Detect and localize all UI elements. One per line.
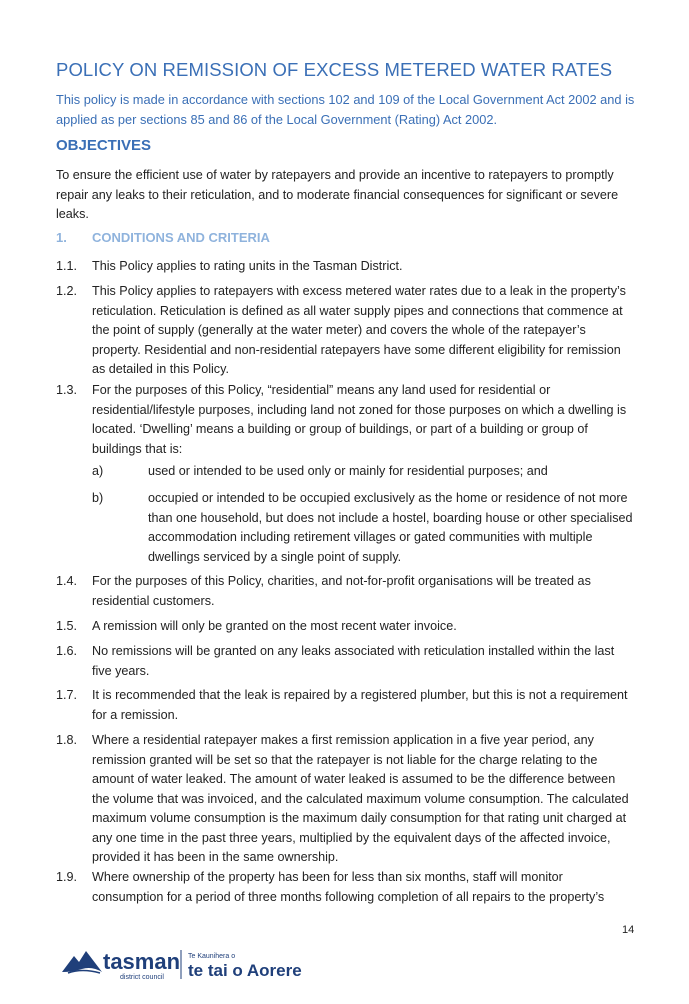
clause-text: No remissions will be granted on any leaks associated with reticulation installed within the last five years. xyxy=(92,644,615,678)
objectives-heading: OBJECTIVES xyxy=(56,137,152,154)
logo-subtitle: district council xyxy=(120,974,164,981)
clause-1-6 xyxy=(56,642,636,681)
clause-1-7 xyxy=(56,686,636,725)
clause-number: 1.4. xyxy=(56,574,78,588)
clause-1-1 xyxy=(56,257,636,277)
tasman-council-logo xyxy=(62,942,322,982)
subclause-a xyxy=(92,462,636,482)
clause-number: 1.3. xyxy=(56,383,78,397)
subclause-text: occupied or intended to be occupied exclusively as the home or residence of not more than one household, but does not include a hostel, boarding house or other specialised accommodation including retirement villages or gated communities with multiple dwellings serviced by a single point of supply. xyxy=(148,491,633,564)
page-number: 14 xyxy=(622,924,635,936)
mountain-icon xyxy=(62,951,102,972)
subclause-letter: b) xyxy=(92,491,104,505)
clause-number: 1.7. xyxy=(56,688,78,702)
clause-number: 1.8. xyxy=(56,733,78,747)
clause-1-5 xyxy=(56,617,636,637)
clause-text: A remission will only be granted on the most recent water invoice. xyxy=(92,619,457,633)
clause-1-8 xyxy=(56,731,636,868)
section-number: 1. xyxy=(56,230,67,245)
section-heading xyxy=(56,230,270,245)
clause-text: It is recommended that the leak is repaired by a registered plumber, but this is not a requirement for a remission. xyxy=(92,688,628,722)
clause-1-2 xyxy=(56,282,636,380)
clause-text: For the purposes of this Policy, charities, and not-for-profit organisations will be treated as residential customers. xyxy=(92,574,591,608)
clause-text: Where a residential ratepayer makes a first remission application in a five year period, any remission granted will be set so that the ratepayer is not liable for the charge relating to the amount of water leaked. The amount of water leaked is assumed to be the difference between the volume that was invoiced, and the calculated maximum volume consumption. The calculated maximum volume consumption is the maximum daily consumption for that rating unit charged at any one time in the past three years, multiplied by the equivalent days of the affected invoice, provided it has been in the same ownership. xyxy=(92,733,629,864)
clause-text: For the purposes of this Policy, “residential” means any land used for residential or residential/lifestyle purposes, including land not zoned for those purposes on which a dwelling is located. ‘Dwelling’ means a building or group of buildings, or part of a building or group of buildings that is: xyxy=(92,383,627,456)
intro-paragraph: This policy is made in accordance with sections 102 and 109 of the Local Government Act 2002 and is applied as per sections 85 and 86 of the Local Government (Rating) Act 2002. xyxy=(56,92,635,127)
clause-number: 1.5. xyxy=(56,619,78,633)
subclause-text: used or intended to be used only or mainly for residential purposes; and xyxy=(148,464,548,478)
clause-1-3 xyxy=(56,381,636,459)
logo-name: tasman xyxy=(103,949,181,974)
logo-maori-large: te tai o Aorere xyxy=(188,961,302,980)
page-title: POLICY ON REMISSION OF EXCESS METERED WATER RATES xyxy=(56,59,613,80)
subclause-letter: a) xyxy=(92,464,104,478)
clause-number: 1.9. xyxy=(56,870,78,884)
clause-text: This Policy applies to ratepayers with excess metered water rates due to a leak in the property’s reticulation. Reticulation is defined as all water supply pipes and connections that commence at the point of supply (generally at the water meter) and covers the whole of the ratepayer’s property. Residential and non-residential ratepayers have some different eligibility for remission as detailed in this Policy. xyxy=(92,284,626,376)
clause-number: 1.1. xyxy=(56,259,78,273)
clause-text: This Policy applies to rating units in the Tasman District. xyxy=(92,259,403,273)
clause-text: Where ownership of the property has been for less than six months, staff will monitor consumption for a period of three months following completion of all repairs to the property’s xyxy=(92,870,605,904)
subclause-b xyxy=(92,489,636,567)
logo-maori-small: Te Kaunihera o xyxy=(188,953,236,960)
objectives-text: To ensure the efficient use of water by ratepayers and provide an incentive to ratepayers to promptly repair any leaks to their reticulation, and to moderate financial consequences for significant or severe leaks. xyxy=(56,168,619,221)
clause-1-9 xyxy=(56,868,636,907)
clause-number: 1.6. xyxy=(56,644,78,658)
section-title: CONDITIONS AND CRITERIA xyxy=(92,230,270,245)
clause-1-4 xyxy=(56,572,636,611)
clause-number: 1.2. xyxy=(56,284,78,298)
